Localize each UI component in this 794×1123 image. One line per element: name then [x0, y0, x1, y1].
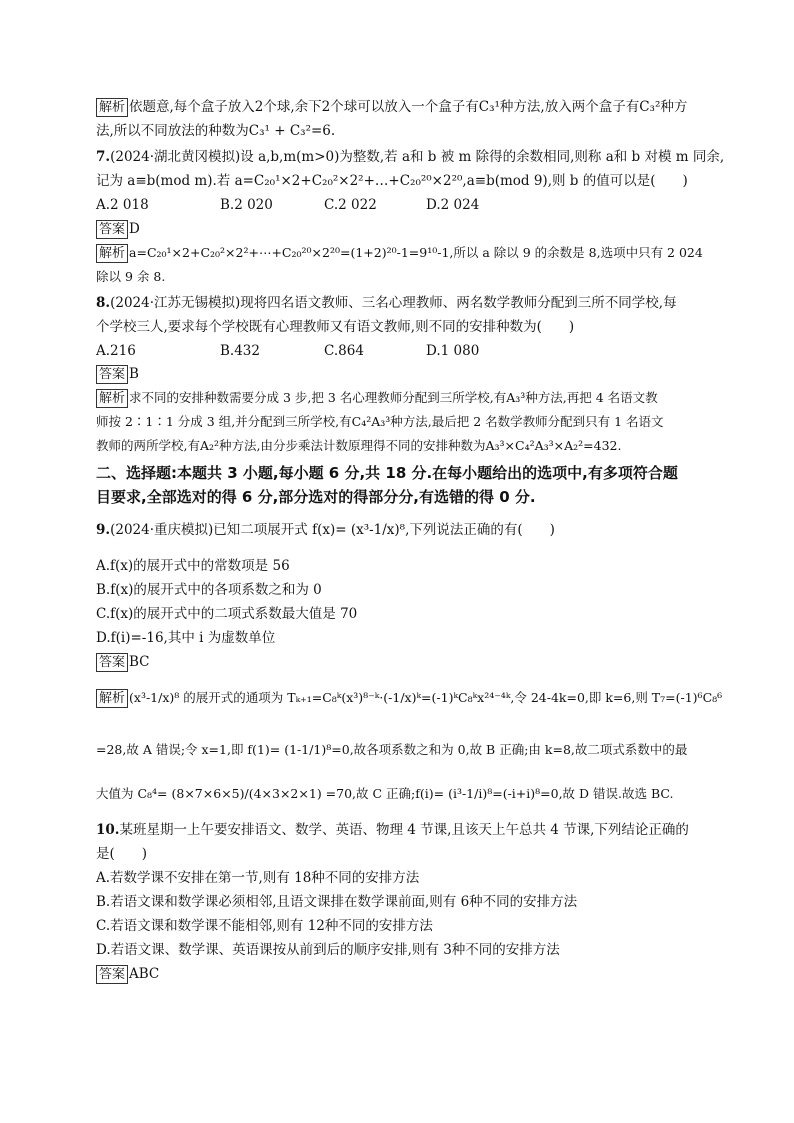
q7-number: 7.: [96, 149, 111, 165]
q9-option-a: A.f(x)的展开式中的常数项是 56: [96, 558, 290, 574]
analysis-label: 解析: [96, 689, 128, 708]
q9-answer-line: [96, 652, 698, 672]
q9-option-b: B.f(x)的展开式中的各项系数之和为 0: [96, 582, 322, 598]
answer-label: 答案: [96, 965, 128, 984]
q7-option-a: A.2 018: [96, 197, 149, 213]
answer-label: 答案: [96, 220, 128, 239]
q10-option-a: A.若数学课不安排在第一节,则有 18种不同的安排方法: [96, 870, 420, 886]
q10-answer: ABC: [129, 966, 160, 982]
q7-analysis-line-1: 解析 a=C₂₀¹×2+C₂₀²×2²+⋯+C₂₀²⁰×2²⁰=(1+2)²⁰-1=9¹⁰-1,所以 a 除以 9 的余数是 8,选项中只有 2 024: [96, 243, 698, 263]
q9-option-d: D.f(i)=-16,其中 i 为虚数单位: [96, 630, 276, 646]
analysis-label: 解析: [96, 244, 128, 263]
q7-analysis-line-2: 除以 9 余 8.: [96, 269, 166, 284]
q8-stem-line-1: 8.(2024·江苏无锡模拟)现将四名语文教师、三名心理教师、两名数学教师分配到三所不同学校,每: [96, 295, 677, 311]
q6-analysis-line-1: 解析 依题意,每个盒子放入2个球,余下2个球可以放入一个盒子有C₃¹种方法,放入两个盒子有C₃²种方: [96, 97, 698, 117]
analysis-label: 解析: [96, 389, 128, 408]
q10-stem-line-2: 是( ): [96, 846, 148, 862]
q10-stem-line-1: 10.某班星期一上午要安排语文、数学、英语、物理 4 节课,且该天上午总共 4 节课,下列结论正确的: [96, 822, 689, 838]
q8-option-a: A.216: [96, 343, 136, 359]
q9-option-c: C.f(x)的展开式中的二项式系数最大值是 70: [96, 606, 358, 622]
q8-option-c: C.864: [324, 343, 364, 359]
q8-analysis-line-1: 解析 求不同的安排种数需要分成 3 步,把 3 名心理教师分配到三所学校,有A₃³种方法,再把 4 名语文教: [96, 388, 698, 408]
q10-option-d: D.若语文课、数学课、英语课按从前到后的顺序安排,则有 3种不同的安排方法: [96, 942, 560, 958]
q10-option-b: B.若语文课和数学课必须相邻,且语文课排在数学课前面,则有 6种不同的安排方法: [96, 894, 578, 910]
section-2-heading-line-2: 目要求,全部选对的得 6 分,部分选对的得部分分,有选错的得 0 分.: [96, 488, 536, 506]
q10-answer-line: [96, 964, 698, 984]
q8-answer: B: [129, 366, 139, 382]
section-2-heading-line-1: 二、选择题:本题共 3 小题,每小题 6 分,共 18 分.在每小题给出的选项中,有多项符合题: [96, 464, 678, 482]
answer-label: 答案: [96, 653, 128, 672]
q9-answer: BC: [129, 654, 150, 670]
q10-option-c: C.若语文课和数学课不能相邻,则有 12种不同的安排方法: [96, 918, 433, 934]
q8-analysis-line-3: 教师的两所学校,有A₂²种方法,由分步乘法计数原理得不同的安排种数为A₃³×C₄²A₃³×A₂²=432.: [96, 438, 622, 453]
q8-answer-line: [96, 364, 698, 384]
q7-option-d: D.2 024: [426, 197, 480, 213]
q7-option-b: B.2 020: [220, 197, 273, 213]
q8-analysis-line-2: 师按 2∶1∶1 分成 3 组,并分配到三所学校,有C₄²A₃³种方法,最后把 2 名数学教师分配到只有 1 名语文: [96, 414, 664, 429]
q8-number: 8.: [96, 295, 111, 311]
q8-option-d: D.1 080: [426, 343, 480, 359]
q9-analysis-line-2: =28,故 A 错误;令 x=1,即 f(1)= (1-1/1)⁸=0,故各项系数之和为 0,故 B 正确;由 k=8,故二项式系数中的最: [96, 742, 688, 757]
q7-stem-line-2: 记为 a≡b(mod m).若 a=C₂₀¹×2+C₂₀²×2²+…+C₂₀²⁰×2²⁰,a≡b(mod 9),则 b 的值可以是( ): [96, 173, 688, 189]
q7-answer-line: [96, 219, 698, 239]
q7-answer: D: [129, 221, 140, 237]
answer-label: 答案: [96, 365, 128, 384]
q9-stem: 9.(2024·重庆模拟)已知二项展开式 f(x)= (x³-1/x)⁸,下列说法正确的有( ): [96, 522, 555, 538]
q8-stem-line-2: 个学校三人,要求每个学校既有心理教师又有语文教师,则不同的安排种数为( ): [96, 319, 575, 335]
q10-number: 10.: [96, 822, 120, 838]
q7-option-c: C.2 022: [324, 197, 377, 213]
q9-analysis-line-3: 大值为 C₈⁴= (8×7×6×5)/(4×3×2×1) =70,故 C 正确;f(i)= (i³-1/i)⁸=(-i+i)⁸=0,故 D 错误.故选 BC.: [96, 786, 674, 801]
q6-analysis-line-2: 法,所以不同放法的种数为C₃¹ + C₃²=6.: [96, 123, 336, 139]
q9-analysis-line-1: 解析 (x³-1/x)⁸ 的展开式的通项为 Tₖ₊₁=C₈ᵏ(x³)⁸⁻ᵏ·(-1/x)ᵏ=(-1)ᵏC₈ᵏx²⁴⁻⁴ᵏ,令 24-4k=0,即 k=6,则 T₇=(-1)⁶C₈⁶: [96, 688, 698, 708]
q7-stem-line-1: 7.(2024·湖北黄冈模拟)设 a,b,m(m>0)为整数,若 a和 b 被 m 除得的余数相同,则称 a和 b 对模 m 同余,: [96, 149, 725, 165]
q8-option-b: B.432: [220, 343, 260, 359]
analysis-label: 解析: [96, 98, 128, 117]
q9-number: 9.: [96, 522, 111, 538]
